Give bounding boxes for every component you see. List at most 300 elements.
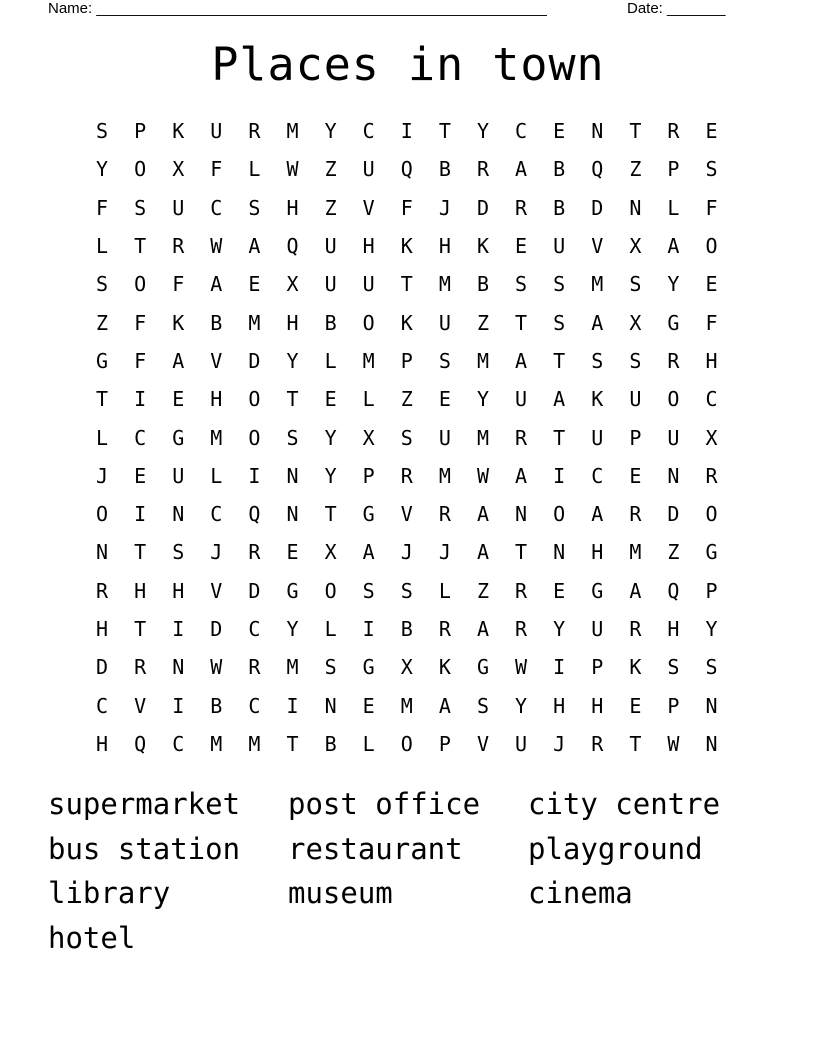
grid-letter: Y [476, 387, 489, 412]
grid-row [83, 265, 731, 303]
grid-letter: O [362, 310, 375, 335]
grid-letter: A [553, 387, 566, 412]
grid-row [83, 342, 731, 380]
grid-letter: F [210, 157, 223, 182]
grid-row [83, 380, 731, 418]
grid-letter: C [248, 693, 261, 718]
grid-letter: K [476, 234, 489, 259]
grid-letter: A [172, 348, 185, 373]
grid-letter: H [134, 578, 147, 603]
grid-letter: I [553, 463, 566, 488]
grid-letter: B [400, 617, 413, 641]
grid-letter: J [400, 540, 413, 565]
grid-letter: P [134, 119, 147, 144]
grid-letter: U [172, 463, 185, 488]
grid-letter: S [286, 425, 299, 450]
grid-letter: U [172, 195, 185, 220]
grid-letter: I [553, 655, 566, 680]
grid-letter: S [324, 655, 337, 680]
grid-letter: C [515, 119, 528, 144]
grid-letter: S [629, 272, 642, 297]
grid-letter: W [210, 655, 223, 680]
grid-letter: V [210, 578, 223, 603]
grid-letter: T [134, 540, 147, 565]
grid-letter: X [324, 540, 337, 565]
grid-letter: P [667, 693, 680, 718]
grid-letter: T [286, 387, 299, 412]
grid-letter: Y [324, 425, 337, 450]
grid-letter: H [172, 578, 185, 603]
grid-letter: O [134, 272, 147, 297]
grid-letter: E [515, 234, 528, 259]
word-list-item: restaurant [288, 831, 463, 866]
grid-row [83, 725, 731, 763]
grid-letter: O [553, 502, 566, 527]
grid-letter: V [476, 731, 489, 756]
grid-letter: Z [476, 578, 489, 603]
grid-letter: Z [324, 157, 337, 182]
grid-letter: I [172, 693, 185, 718]
grid-letter: Y [515, 693, 528, 718]
grid-letter: R [629, 617, 642, 641]
grid-letter: S [400, 578, 413, 603]
grid-letter: Y [705, 617, 718, 641]
grid-letter: C [96, 693, 109, 718]
grid-letter: H [667, 617, 680, 641]
grid-letter: T [515, 310, 528, 335]
grid-letter: E [286, 540, 299, 565]
grid-letter: M [438, 272, 451, 297]
grid-letter: V [210, 348, 223, 373]
grid-letter: G [286, 578, 299, 603]
grid-letter: E [438, 387, 451, 412]
grid-letter: T [96, 387, 109, 412]
worksheet-header [48, 0, 748, 20]
grid-letter: N [705, 693, 718, 718]
grid-letter: M [591, 272, 604, 297]
grid-letter: A [515, 348, 528, 373]
grid-letter: N [553, 540, 566, 565]
grid-letter: D [476, 195, 489, 220]
grid-letter: S [96, 119, 109, 144]
word-list-item: playground [528, 831, 703, 866]
grid-letter: J [438, 195, 451, 220]
grid-letter: R [591, 731, 604, 756]
puzzle-title: Places in town [211, 38, 605, 91]
grid-letter: Q [134, 731, 147, 756]
grid-letter: K [400, 234, 413, 259]
name-field-label: Name: ______________________________________________________ [48, 0, 547, 17]
grid-letter: M [438, 463, 451, 488]
grid-letter: O [324, 578, 337, 603]
grid-letter: E [705, 272, 718, 297]
grid-letter: S [248, 195, 261, 220]
grid-letter: V [591, 234, 604, 259]
grid-letter: M [476, 425, 489, 450]
grid-letter: L [248, 157, 261, 182]
grid-letter: V [362, 195, 375, 220]
grid-letter: S [96, 272, 109, 297]
letter-grid [83, 112, 731, 763]
grid-letter: Q [591, 157, 604, 182]
grid-letter: U [362, 272, 375, 297]
grid-letter: U [591, 617, 604, 641]
grid-row [83, 457, 731, 495]
grid-letter: G [362, 502, 375, 527]
grid-letter: P [667, 157, 680, 182]
grid-letter: A [629, 578, 642, 603]
word-list-item: post office [288, 787, 481, 821]
grid-letter: S [476, 693, 489, 718]
grid-letter: N [286, 463, 299, 488]
grid-letter: E [172, 387, 185, 412]
grid-letter: N [172, 502, 185, 527]
grid-letter: R [96, 578, 109, 603]
grid-letter: H [96, 617, 109, 641]
grid-letter: R [248, 540, 261, 565]
word-list-item: museum [288, 876, 393, 911]
grid-letter: C [591, 463, 604, 488]
grid-letter: O [248, 387, 261, 412]
grid-letter: U [324, 234, 337, 259]
grid-letter: W [286, 157, 299, 182]
grid-letter: T [553, 425, 566, 450]
grid-letter: M [286, 119, 299, 144]
grid-letter: S [553, 310, 566, 335]
grid-letter: H [591, 540, 604, 565]
grid-letter: S [705, 655, 718, 680]
grid-letter: D [96, 655, 109, 680]
grid-letter: U [324, 272, 337, 297]
grid-letter: C [248, 617, 261, 641]
grid-letter: R [515, 425, 528, 450]
grid-letter: R [134, 655, 147, 680]
grid-letter: B [324, 310, 337, 335]
grid-letter: V [134, 693, 147, 718]
grid-letter: P [362, 463, 375, 488]
grid-letter: X [629, 234, 642, 259]
grid-letter: M [210, 425, 223, 450]
grid-letter: R [172, 234, 185, 259]
grid-letter: S [629, 348, 642, 373]
grid-letter: L [667, 195, 680, 220]
grid-letter: I [400, 119, 413, 144]
grid-letter: S [400, 425, 413, 450]
grid-letter: Z [96, 310, 109, 335]
grid-letter: U [667, 425, 680, 450]
grid-letter: R [515, 195, 528, 220]
grid-letter: P [629, 425, 642, 450]
grid-letter: S [667, 655, 680, 680]
word-list-item: cinema [528, 876, 633, 911]
grid-letter: X [400, 655, 413, 680]
grid-letter: T [629, 731, 642, 756]
grid-letter: N [667, 463, 680, 488]
grid-letter: N [324, 693, 337, 718]
grid-letter: X [286, 272, 299, 297]
grid-letter: O [400, 731, 413, 756]
grid-letter: P [438, 731, 451, 756]
grid-letter: E [553, 578, 566, 603]
grid-letter: I [286, 693, 299, 718]
grid-letter: A [515, 463, 528, 488]
grid-letter: A [210, 272, 223, 297]
grid-letter: M [210, 731, 223, 756]
grid-letter: O [96, 502, 109, 527]
grid-letter: U [515, 387, 528, 412]
word-list-item: city centre [528, 787, 721, 821]
grid-letter: I [134, 387, 147, 412]
grid-letter: H [362, 234, 375, 259]
grid-letter: U [629, 387, 642, 412]
grid-letter: Y [667, 272, 680, 297]
grid-letter: G [362, 655, 375, 680]
grid-letter: R [476, 157, 489, 182]
grid-letter: H [286, 310, 299, 335]
word-list-item: hotel [48, 921, 136, 956]
grid-letter: L [438, 578, 451, 603]
grid-letter: O [705, 502, 718, 527]
grid-letter: R [438, 502, 451, 527]
grid-letter: A [591, 310, 604, 335]
grid-letter: X [705, 425, 718, 450]
grid-letter: E [134, 463, 147, 488]
grid-letter: W [210, 234, 223, 259]
grid-letter: C [210, 502, 223, 527]
grid-letter: R [248, 119, 261, 144]
grid-letter: R [629, 502, 642, 527]
grid-letter: F [134, 348, 147, 373]
grid-letter: T [629, 119, 642, 144]
grid-letter: C [362, 119, 375, 144]
grid-letter: D [248, 348, 261, 373]
grid-letter: M [248, 310, 261, 335]
grid-letter: D [667, 502, 680, 527]
grid-letter: Q [286, 234, 299, 259]
grid-letter: R [705, 463, 718, 488]
grid-letter: N [172, 655, 185, 680]
grid-letter: A [248, 234, 261, 259]
word-list [48, 782, 768, 961]
grid-letter: T [553, 348, 566, 373]
grid-row [83, 150, 731, 188]
grid-letter: H [591, 693, 604, 718]
grid-letter: Y [96, 157, 109, 182]
grid-letter: R [667, 119, 680, 144]
grid-row [83, 112, 731, 150]
grid-letter: U [362, 157, 375, 182]
grid-letter: W [667, 731, 680, 756]
grid-row [83, 648, 731, 686]
grid-letter: K [591, 387, 604, 412]
grid-letter: A [476, 617, 489, 641]
grid-row [83, 686, 731, 724]
grid-letter: R [515, 617, 528, 641]
grid-letter: A [515, 157, 528, 182]
grid-letter: Z [667, 540, 680, 565]
grid-letter: I [134, 502, 147, 527]
grid-letter: O [134, 157, 147, 182]
grid-letter: I [172, 617, 185, 641]
grid-letter: Z [324, 195, 337, 220]
grid-letter: N [705, 731, 718, 756]
grid-letter: C [172, 731, 185, 756]
grid-letter: B [476, 272, 489, 297]
grid-letter: O [705, 234, 718, 259]
grid-letter: F [134, 310, 147, 335]
grid-letter: G [705, 540, 718, 565]
grid-letter: S [438, 348, 451, 373]
grid-letter: U [591, 425, 604, 450]
grid-letter: A [476, 502, 489, 527]
grid-letter: T [286, 731, 299, 756]
grid-letter: Q [667, 578, 680, 603]
word-list-item: library [48, 876, 171, 911]
grid-letter: M [248, 731, 261, 756]
grid-row [83, 303, 731, 341]
grid-letter: X [629, 310, 642, 335]
grid-letter: D [248, 578, 261, 603]
grid-letter: P [705, 578, 718, 603]
grid-letter: V [400, 502, 413, 527]
grid-letter: Y [476, 119, 489, 144]
grid-letter: I [248, 463, 261, 488]
grid-letter: H [286, 195, 299, 220]
grid-row [83, 418, 731, 456]
grid-letter: I [362, 617, 375, 641]
grid-row [83, 572, 731, 610]
grid-letter: A [438, 693, 451, 718]
grid-letter: G [476, 655, 489, 680]
grid-letter: U [553, 234, 566, 259]
grid-letter: B [553, 157, 566, 182]
grid-letter: L [362, 731, 375, 756]
grid-letter: E [248, 272, 261, 297]
grid-letter: D [210, 617, 223, 641]
grid-letter: N [286, 502, 299, 527]
grid-letter: M [476, 348, 489, 373]
grid-letter: B [324, 731, 337, 756]
grid-letter: E [362, 693, 375, 718]
grid-row [83, 227, 731, 265]
grid-letter: S [362, 578, 375, 603]
grid-letter: A [476, 540, 489, 565]
grid-letter: G [667, 310, 680, 335]
grid-letter: R [248, 655, 261, 680]
grid-letter: P [400, 348, 413, 373]
grid-letter: J [96, 463, 109, 488]
grid-letter: W [515, 655, 528, 680]
grid-letter: R [515, 578, 528, 603]
grid-letter: L [96, 425, 109, 450]
grid-letter: U [515, 731, 528, 756]
grid-letter: L [324, 348, 337, 373]
grid-letter: N [96, 540, 109, 565]
grid-letter: P [591, 655, 604, 680]
grid-letter: K [629, 655, 642, 680]
grid-letter: H [96, 731, 109, 756]
grid-letter: E [629, 693, 642, 718]
grid-letter: L [210, 463, 223, 488]
grid-letter: M [362, 348, 375, 373]
grid-letter: Z [400, 387, 413, 412]
grid-letter: N [629, 195, 642, 220]
grid-row [83, 533, 731, 571]
grid-letter: L [96, 234, 109, 259]
grid-letter: H [553, 693, 566, 718]
grid-letter: Z [476, 310, 489, 335]
grid-letter: S [134, 195, 147, 220]
grid-letter: T [134, 234, 147, 259]
grid-letter: X [172, 157, 185, 182]
grid-letter: M [286, 655, 299, 680]
grid-letter: Y [286, 617, 299, 641]
grid-letter: R [438, 617, 451, 641]
grid-row [83, 189, 731, 227]
grid-letter: B [210, 310, 223, 335]
grid-letter: C [134, 425, 147, 450]
grid-letter: E [629, 463, 642, 488]
grid-letter: C [210, 195, 223, 220]
grid-letter: H [210, 387, 223, 412]
grid-letter: U [438, 310, 451, 335]
grid-letter: O [667, 387, 680, 412]
grid-letter: J [553, 731, 566, 756]
grid-letter: C [705, 387, 718, 412]
grid-letter: E [324, 387, 337, 412]
grid-letter: T [515, 540, 528, 565]
grid-letter: Q [248, 502, 261, 527]
grid-letter: S [705, 157, 718, 182]
grid-letter: E [705, 119, 718, 144]
grid-letter: J [438, 540, 451, 565]
grid-letter: Z [629, 157, 642, 182]
word-list-item: supermarket [48, 787, 241, 821]
grid-letter: T [400, 272, 413, 297]
grid-letter: M [400, 693, 413, 718]
grid-letter: H [705, 348, 718, 373]
grid-letter: M [629, 540, 642, 565]
grid-row [83, 495, 731, 533]
grid-letter: L [362, 387, 375, 412]
grid-letter: N [591, 119, 604, 144]
grid-letter: F [705, 310, 718, 335]
grid-letter: R [400, 463, 413, 488]
grid-letter: U [438, 425, 451, 450]
grid-letter: K [172, 310, 185, 335]
grid-letter: E [553, 119, 566, 144]
grid-letter: S [553, 272, 566, 297]
grid-letter: Y [553, 617, 566, 641]
grid-letter: D [591, 195, 604, 220]
grid-letter: R [667, 348, 680, 373]
grid-letter: G [172, 425, 185, 450]
grid-letter: S [515, 272, 528, 297]
grid-letter: O [248, 425, 261, 450]
grid-letter: G [591, 578, 604, 603]
grid-letter: K [172, 119, 185, 144]
grid-letter: A [362, 540, 375, 565]
grid-letter: A [591, 502, 604, 527]
grid-letter: W [476, 463, 489, 488]
grid-letter: F [172, 272, 185, 297]
grid-letter: T [324, 502, 337, 527]
grid-letter: Q [400, 157, 413, 182]
grid-letter: J [210, 540, 223, 565]
grid-letter: B [553, 195, 566, 220]
date-field-label: Date: _______ [627, 0, 726, 17]
grid-letter: K [438, 655, 451, 680]
